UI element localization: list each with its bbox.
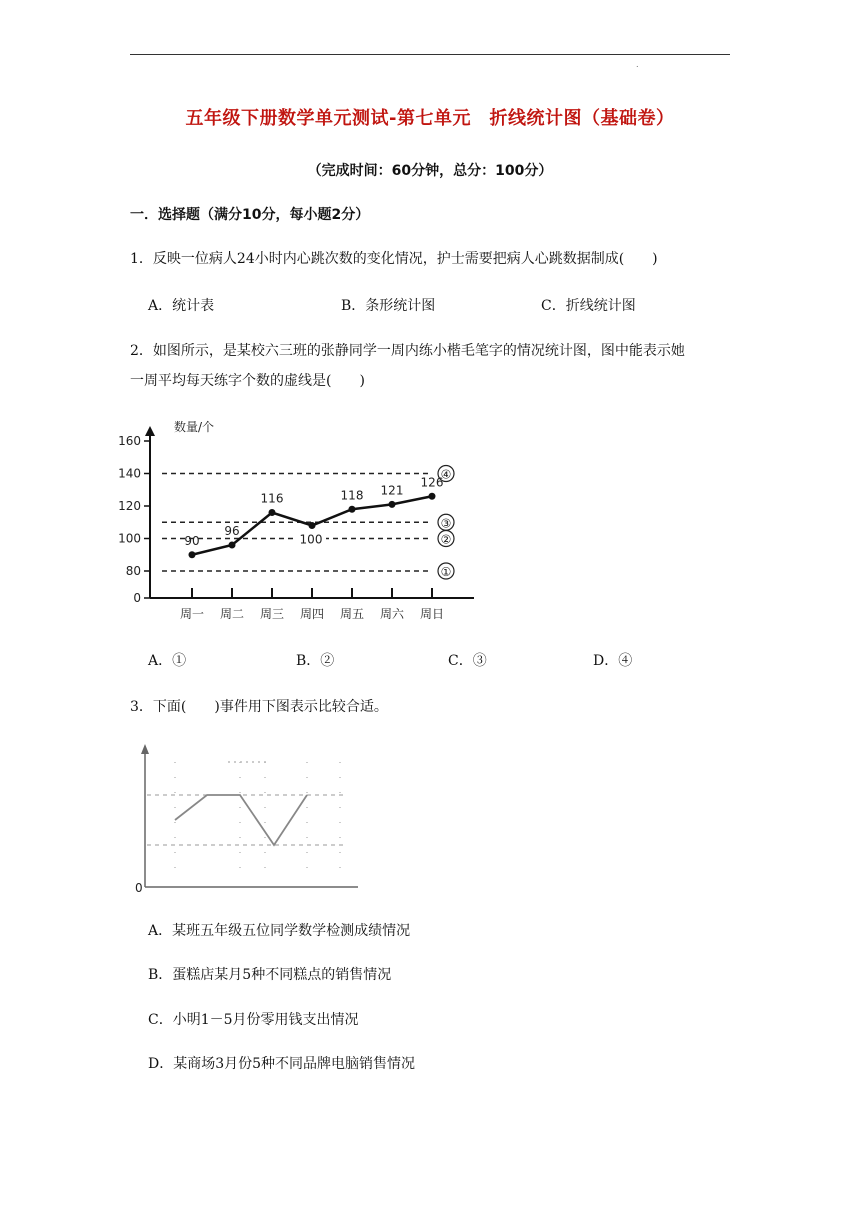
data-label: 126 (420, 475, 444, 490)
y-axis-arrow (141, 744, 149, 754)
question-2-option-d[interactable]: D．④ (593, 653, 633, 669)
y-tick-label: 160 (118, 434, 141, 448)
y-tick-label: 80 (125, 564, 141, 578)
y-tick-label: 120 (118, 499, 141, 513)
data-series-line (175, 795, 307, 845)
question-2-option-c[interactable]: C．③ (448, 653, 487, 669)
x-tick-label: 周日 (419, 607, 445, 621)
reference-line-label: ① (440, 565, 452, 579)
reference-line-label: ② (440, 532, 452, 547)
origin-label: 0 (135, 881, 143, 895)
x-tick-label: 周五 (339, 607, 365, 621)
x-tick-label: 周六 (379, 607, 405, 621)
question-3-text: 3．下面( )事件用下图表示比较合适。 (130, 699, 388, 715)
header-mark: . (636, 60, 639, 69)
question-1-option-c[interactable]: C．折线统计图 (541, 298, 636, 314)
question-1-option-b[interactable]: B．条形统计图 (341, 298, 436, 314)
data-label: 116 (260, 491, 284, 506)
y-tick-label: 0 (133, 591, 141, 605)
x-tick-label: 周三 (259, 607, 285, 621)
question-2-option-b[interactable]: B．② (296, 653, 335, 669)
x-tick-label: 周一 (179, 607, 205, 621)
question-2-text-line2: 一周平均每天练字个数的虚线是( ) (130, 373, 365, 389)
reference-line-label: ④ (440, 467, 452, 482)
question-1-option-a[interactable]: A．统计表 (148, 298, 215, 314)
data-label: 118 (340, 488, 364, 503)
question-2-option-a[interactable]: A．① (148, 653, 187, 669)
question-2-text-line1: 2．如图所示，是某校六三班的张静同学一周内练小楷毛笔字的情况统计图，图中能表示她 (130, 343, 685, 359)
reference-line-label: ③ (440, 516, 452, 531)
question-3-option-b[interactable]: B．蛋糕店某月5种不同糕点的销售情况 (148, 967, 392, 983)
y-tick-label: 100 (118, 531, 141, 546)
reference-line-value: 100 (299, 532, 323, 547)
y-tick-label: 140 (118, 466, 141, 481)
page-title: 五年级下册数学单元测试-第七单元 折线统计图（基础卷） (185, 108, 675, 129)
x-tick-label: 周二 (219, 607, 245, 621)
data-label: 96 (224, 524, 240, 538)
question-3-option-d[interactable]: D．某商场3月份5种不同品牌电脑销售情况 (148, 1056, 416, 1072)
question-1-text: 1．反映一位病人24小时内心跳次数的变化情况，护士需要把病人心跳数据制成( ) (130, 251, 658, 267)
x-tick-label: 周四 (299, 607, 325, 621)
section-heading: 一．选择题（满分10分，每小题2分） (130, 207, 370, 223)
y-axis-label: 数量/个 (174, 420, 215, 434)
data-label: 90 (184, 533, 200, 548)
page-subtitle: （完成时间：60分钟，总分：100分） (307, 163, 553, 179)
question-3-option-c[interactable]: C．小明1－5月份零用钱支出情况 (148, 1012, 359, 1028)
data-label: 121 (380, 483, 404, 498)
question-3-option-a[interactable]: A．某班五年级五位同学数学检测成绩情况 (148, 923, 411, 939)
